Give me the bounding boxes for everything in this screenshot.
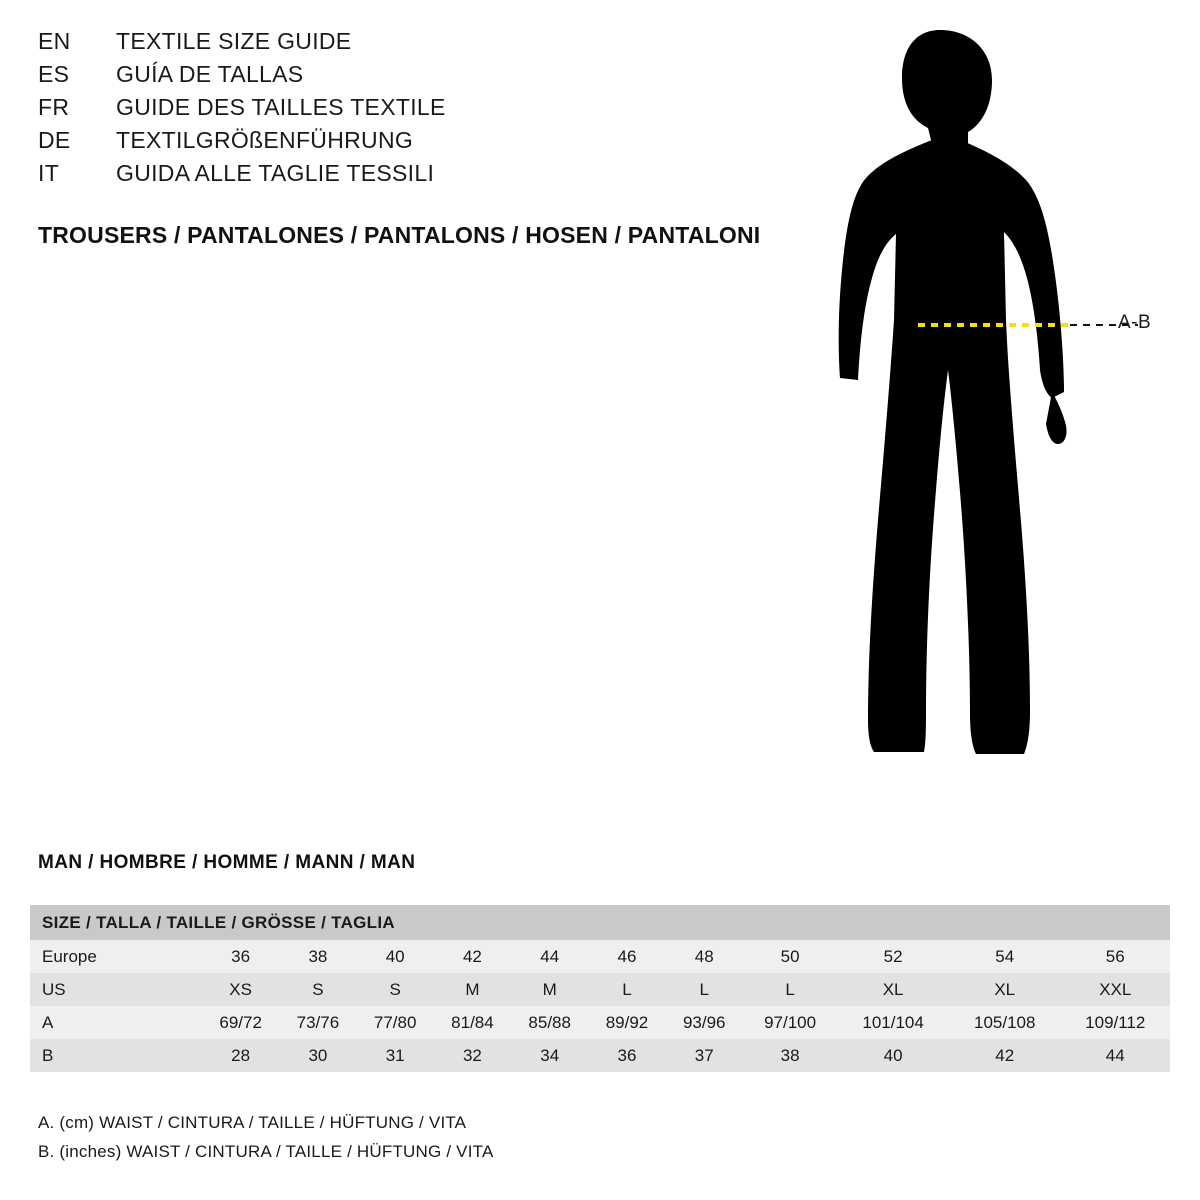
row-label: A xyxy=(42,1012,54,1032)
table-cell: 73/76 xyxy=(296,1012,340,1032)
language-row xyxy=(38,160,798,193)
table-cell: M xyxy=(542,979,557,999)
figure-hand xyxy=(1046,392,1067,444)
language-row xyxy=(38,28,798,61)
table-cell: S xyxy=(312,979,324,999)
table-cell: 85/88 xyxy=(528,1012,571,1032)
note-b: B. (inches) WAIST / CINTURA / TAILLE / HÜFTUNG / VITA xyxy=(38,1142,494,1161)
table-cell: 46 xyxy=(617,946,637,966)
table-row xyxy=(30,940,1170,973)
language-title: TEXTILGRÖßENFÜHRUNG xyxy=(116,127,414,153)
table-cell: 89/92 xyxy=(605,1012,649,1032)
language-row xyxy=(38,61,798,94)
table-cell: 30 xyxy=(308,1045,328,1065)
table-cell: L xyxy=(622,979,632,999)
table-cell: 40 xyxy=(385,946,405,966)
language-code: EN xyxy=(38,28,71,54)
figure-body xyxy=(839,140,1064,754)
male-figure-illustration xyxy=(820,20,1200,810)
waist-measure-label: A-B xyxy=(1118,312,1152,333)
table-cell: 54 xyxy=(995,946,1015,966)
table-cell: 28 xyxy=(231,1045,251,1065)
figure-head xyxy=(902,30,992,152)
language-code: ES xyxy=(38,61,70,87)
table-cell: 69/72 xyxy=(219,1012,262,1032)
row-label: US xyxy=(42,979,66,999)
table-cell: 93/96 xyxy=(682,1012,726,1032)
table-cell: 31 xyxy=(385,1045,405,1065)
table-cell: 42 xyxy=(995,1045,1015,1065)
table-cell: XL xyxy=(994,979,1016,999)
table-cell: L xyxy=(785,979,795,999)
language-code: IT xyxy=(38,160,60,186)
table-cell: 40 xyxy=(883,1045,903,1065)
gender-section-title: MAN / HOMBRE / HOMME / MANN / MAN xyxy=(38,852,416,873)
measurement-notes xyxy=(38,1108,494,1166)
table-cell: 52 xyxy=(883,946,903,966)
table-cell: 105/108 xyxy=(973,1012,1036,1032)
table-cell: 56 xyxy=(1105,946,1125,966)
row-label: Europe xyxy=(42,946,97,966)
table-cell: XXL xyxy=(1099,979,1132,999)
table-cell: S xyxy=(389,979,401,999)
table-cell: 50 xyxy=(780,946,800,966)
table-cell: 36 xyxy=(231,946,251,966)
table-cell: 109/112 xyxy=(1085,1012,1146,1032)
language-title: TEXTILE SIZE GUIDE xyxy=(116,28,352,54)
size-table xyxy=(30,905,1170,1072)
note-a: A. (cm) WAIST / CINTURA / TAILLE / HÜFTUNG / VITA xyxy=(38,1113,467,1132)
language-list xyxy=(38,28,798,193)
row-label: B xyxy=(42,1045,54,1065)
table-header-label: SIZE / TALLA / TAILLE / GRÖSSE / TAGLIA xyxy=(30,905,1170,940)
garment-type-title: TROUSERS / PANTALONES / PANTALONS / HOSEN / PANTALONI xyxy=(38,222,761,248)
language-code: FR xyxy=(38,94,70,120)
table-row xyxy=(30,1039,1170,1072)
table-cell: 38 xyxy=(308,946,328,966)
table-cell: 101/104 xyxy=(862,1012,924,1032)
table-cell: 97/100 xyxy=(764,1012,817,1032)
table-cell: XL xyxy=(882,979,904,999)
language-title: GUIDE DES TAILLES TEXTILE xyxy=(116,94,446,120)
table-cell: 42 xyxy=(462,946,482,966)
table-cell: 38 xyxy=(780,1045,800,1065)
table-row xyxy=(30,973,1170,1006)
table-cell: M xyxy=(465,979,480,999)
table-cell: 34 xyxy=(540,1045,560,1065)
table-cell: 44 xyxy=(1105,1045,1125,1065)
language-title: GUÍA DE TALLAS xyxy=(116,61,304,87)
table-cell: XS xyxy=(229,979,252,999)
table-header-row xyxy=(30,905,1170,940)
table-cell: 37 xyxy=(694,1045,714,1065)
language-row xyxy=(38,94,798,127)
language-code: DE xyxy=(38,127,71,153)
table-cell: 44 xyxy=(540,946,560,966)
table-cell: 48 xyxy=(694,946,714,966)
language-row xyxy=(38,127,798,160)
table-cell: 77/80 xyxy=(373,1012,417,1032)
table-cell: 32 xyxy=(462,1045,482,1065)
table-cell: 81/84 xyxy=(451,1012,494,1032)
table-cell: 36 xyxy=(617,1045,637,1065)
table-row xyxy=(30,1006,1170,1039)
table-cell: L xyxy=(699,979,709,999)
language-title: GUIDA ALLE TAGLIE TESSILI xyxy=(116,160,435,186)
